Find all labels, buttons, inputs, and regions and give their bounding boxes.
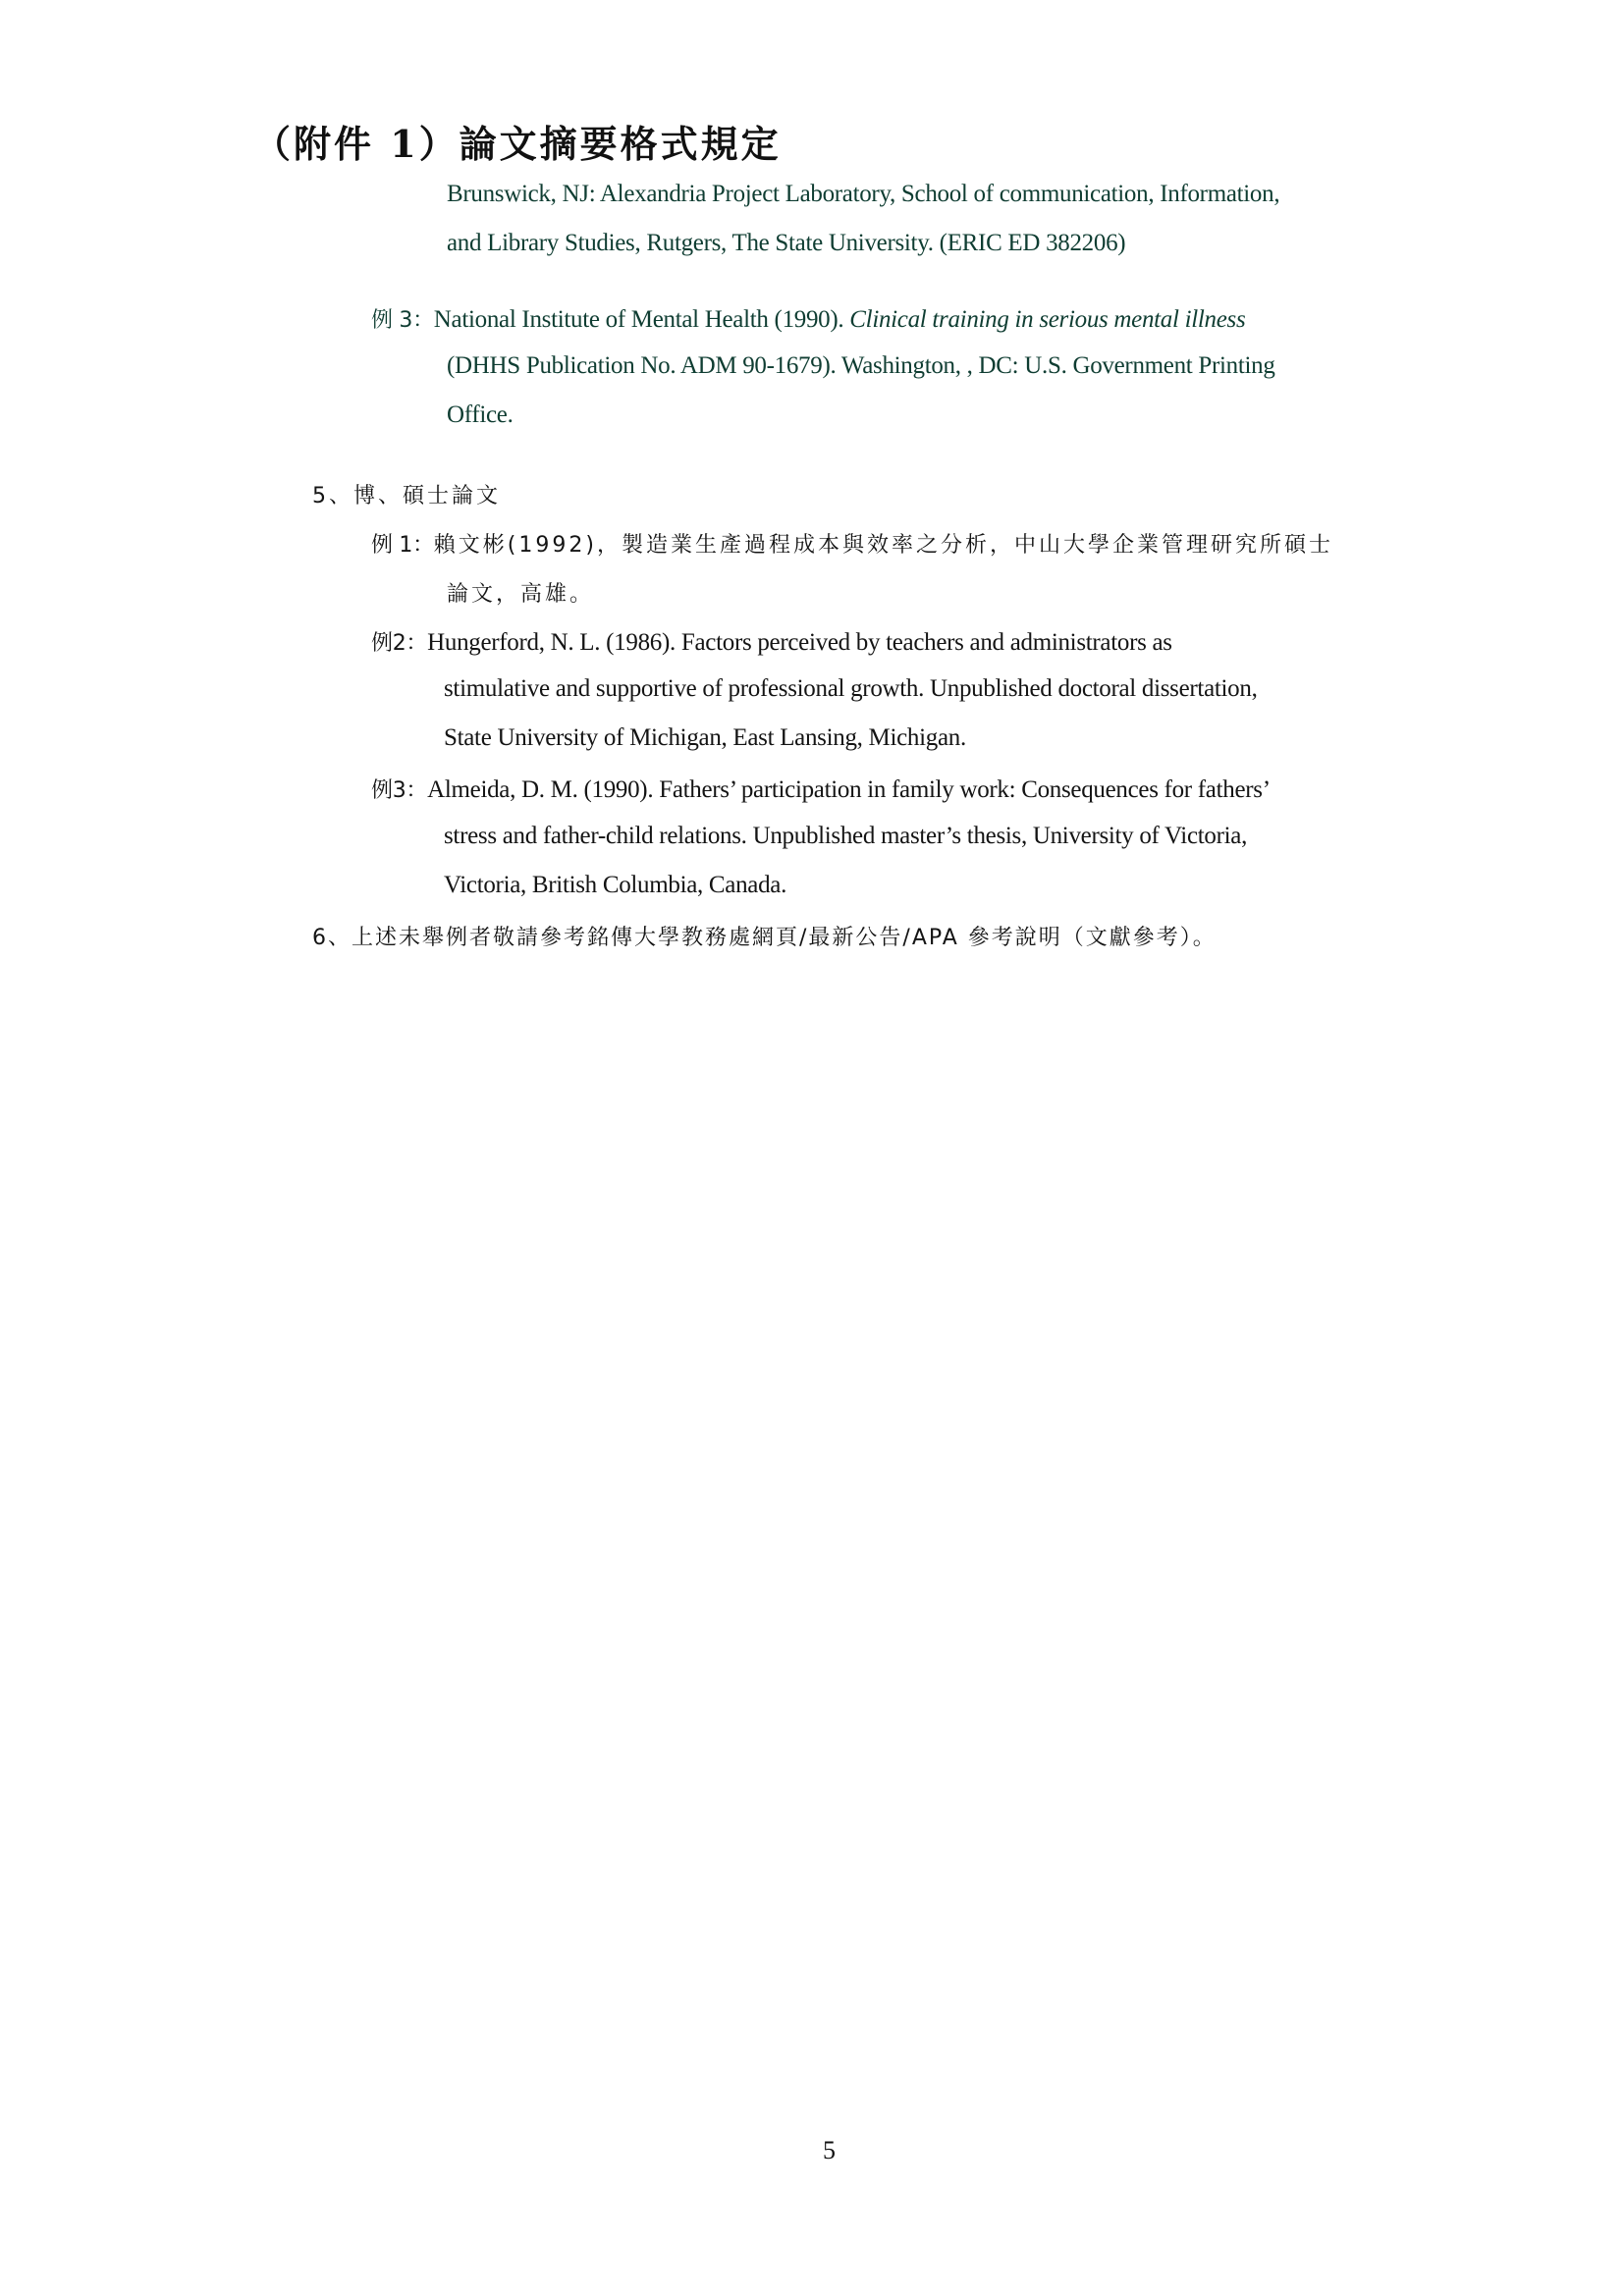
section-heading: 5、博、碩士論文 [312,484,501,508]
example-1-reference [371,528,1333,559]
reference-line: stimulative and supportive of professional growth. Unpublished doctoral dissertation, [444,675,1258,702]
reference-text: National Institute of Mental Health (1990). [433,306,850,333]
reference-text: Almeida, D. M. (1990). Fathers’ participation in family work: Consequences for fathers’ [427,776,1271,803]
reference-line: State University of Michigan, East Lansing, Michigan. [444,724,966,751]
reference-title-italic: Clinical training in serious mental illness [849,306,1246,333]
reference-line: Office. [447,401,514,428]
example-label: 例2： [371,631,428,656]
reference-line: stress and father-child relations. Unpublished master’s thesis, University of Victoria, [444,823,1248,849]
example-2-reference [371,626,1172,657]
example-label: 例 1： [371,533,434,558]
page-number: 5 [823,2136,836,2164]
page-title: （附件 1）論文摘要格式規定 [253,122,782,166]
reference-text: Hungerford, N. L. (1986). Factors perceived by teachers and administrators as [427,629,1172,656]
reference-line: (DHHS Publication No. ADM 90-1679). Washington, , DC: U.S. Government Printing [447,352,1275,379]
reference-line: Brunswick, NJ: Alexandria Project Laboratory, School of communication, Information, [447,181,1280,207]
example-3-reference [371,303,1245,334]
reference-line: and Library Studies, Rutgers, The State University. (ERIC ED 382206) [447,230,1126,256]
reference-text: 賴文彬(1992)，製造業生產過程成本與效率之分析，中山大學企業管理研究所碩士 [433,533,1333,558]
reference-line: 論文，高雄。 [447,582,595,607]
section-note: 6、上述未舉例者敬請參考銘傳大學教務處網頁/最新公告/APA 參考說明（文獻參考）。 [312,926,1217,950]
example-label: 例 3： [371,308,434,333]
example-3-reference [371,774,1271,804]
reference-line: Victoria, British Columbia, Canada. [444,872,787,898]
example-label: 例3： [371,778,428,803]
